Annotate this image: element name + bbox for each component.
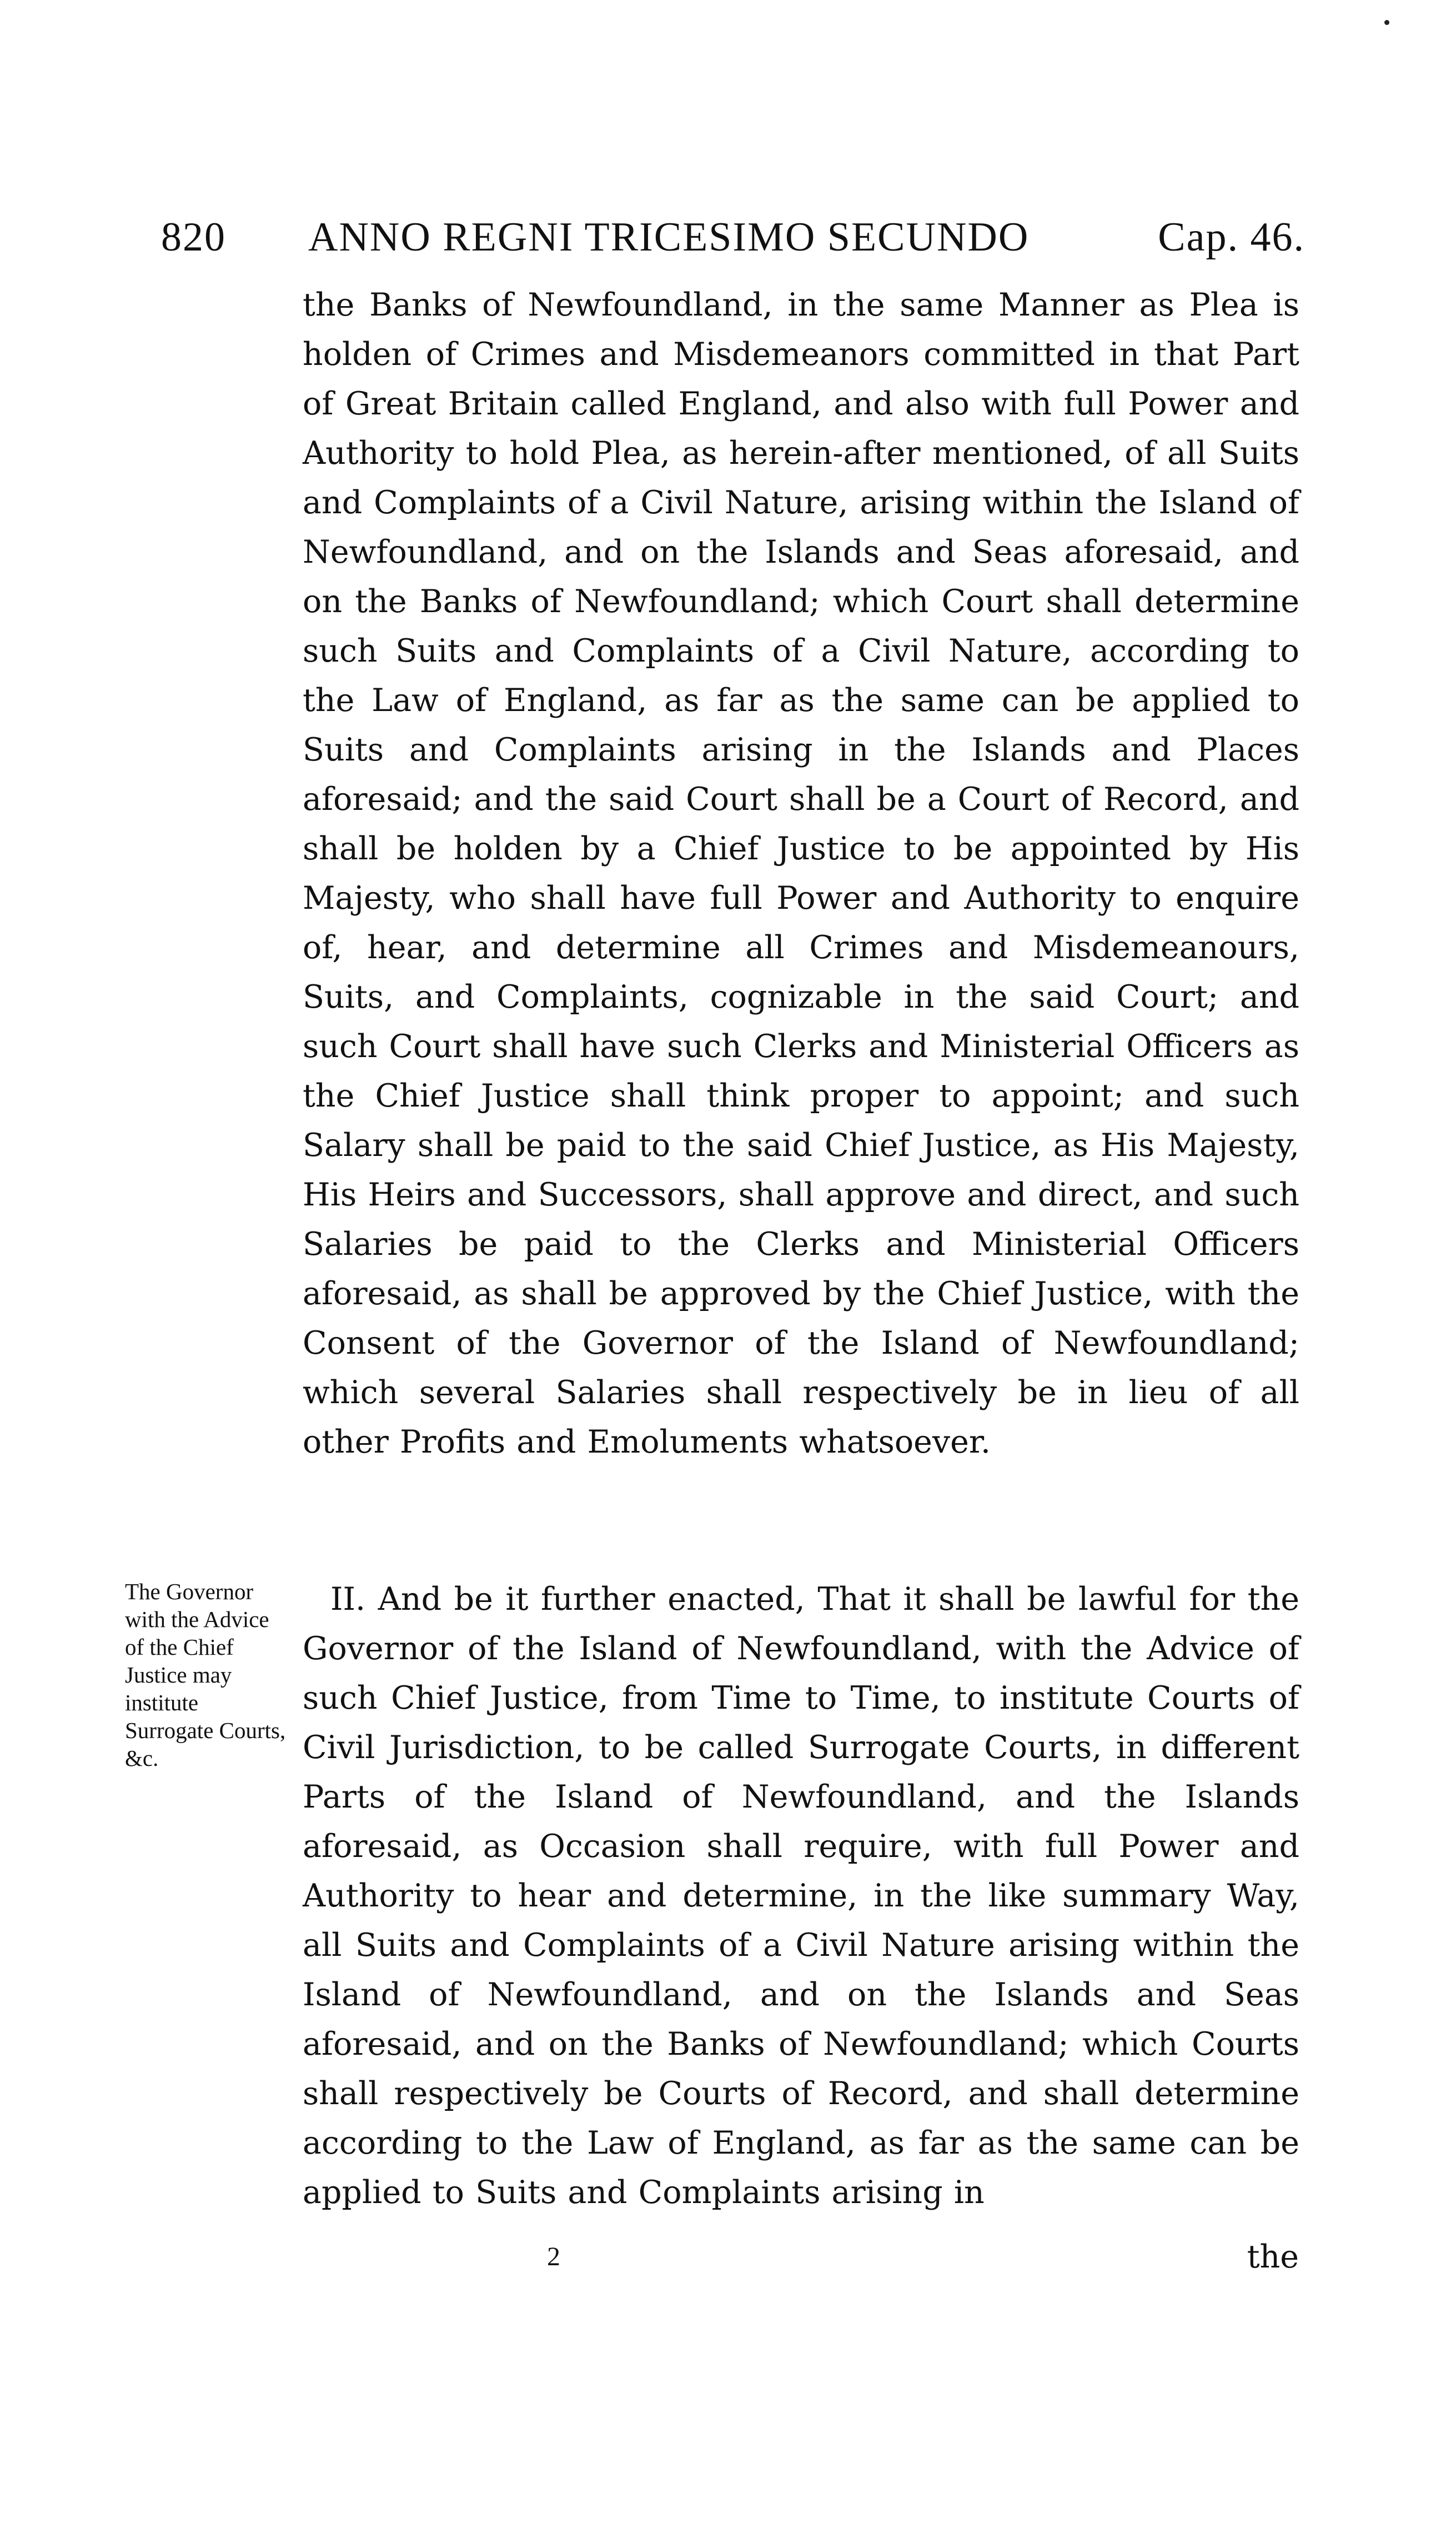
- body-paragraph-1: [303, 281, 1299, 1467]
- catchword: the: [1247, 2239, 1299, 2275]
- page-number: 820: [161, 214, 226, 260]
- margin-note: The Governor with the Advice of the Chief Justice may institute Surrogate Courts, &c.: [125, 1579, 286, 1771]
- running-head: [161, 214, 1305, 275]
- body-paragraph-2: [303, 1575, 1299, 2217]
- paragraph-text: the Banks of Newfoundland, in the same Manner as Plea is holden of Crimes and Misdemeanors committed in that Part of Great Britain called England, and also with full Power and Authority to hold Plea, as herein-after mentioned, of all Suits and Complaints of a Civil Nature, arising within the Island of Newfoundland, and on the Islands and Seas aforesaid, and on the Banks of Newfoundland; which Court shall determine such Suits and Complaints of a Civil Nature, according to the Law of England, as far as the same can be applied to Suits and Complaints arising in the Islands and Places aforesaid; and the said Court shall be a Court of Record, and shall be holden by a Chief Justice to be appointed by His Majesty, who shall have full Power and Authority to enquire of, hear, and determine all Crimes and Misdemeanours, Suits, and Complaints, cognizable in the said Court; and such Court shall have such Clerks and Ministerial Officers as the Chief Justice shall think proper to appoint; and such Salary shall be paid to the said Chief Justice, as His Majesty, His Heirs and Successors, shall approve and direct, and such Salaries be paid to the Clerks and Ministerial Officers aforesaid, as shall be approved by the Chief Justice, with the Consent of the Governor of the Island of Newfoundland; which several Salaries shall respectively be in lieu of all other Profits and Emoluments whatsoever.: [303, 287, 1299, 1460]
- paragraph-text: II. And be it further enacted, That it shall be lawful for the Governor of the Island of Newfoundland, with the Advice of such Chief Justice, from Time to Time, to institute Courts of Civil Jurisdiction, to be called Surrogate Courts, in different Parts of the Island of Newfoundland, and the Islands aforesaid, as Occasion shall require, with full Power and Authority to hear and determine, in the like summary Way, all Suits and Complaints of a Civil Nature arising within the Island of Newfoundland, and on the Islands and Seas aforesaid, and on the Banks of Newfoundland; which Courts shall respectively be Courts of Record, and shall determine according to the Law of England, as far as the same can be applied to Suits and Complaints arising in: [303, 1581, 1299, 2211]
- scan-speck: [1384, 20, 1389, 25]
- chapter-number: Cap. 46.: [1158, 214, 1305, 260]
- signature-mark: 2: [547, 2242, 560, 2271]
- header-title: ANNO REGNI TRICESIMO SECUNDO: [308, 214, 1030, 260]
